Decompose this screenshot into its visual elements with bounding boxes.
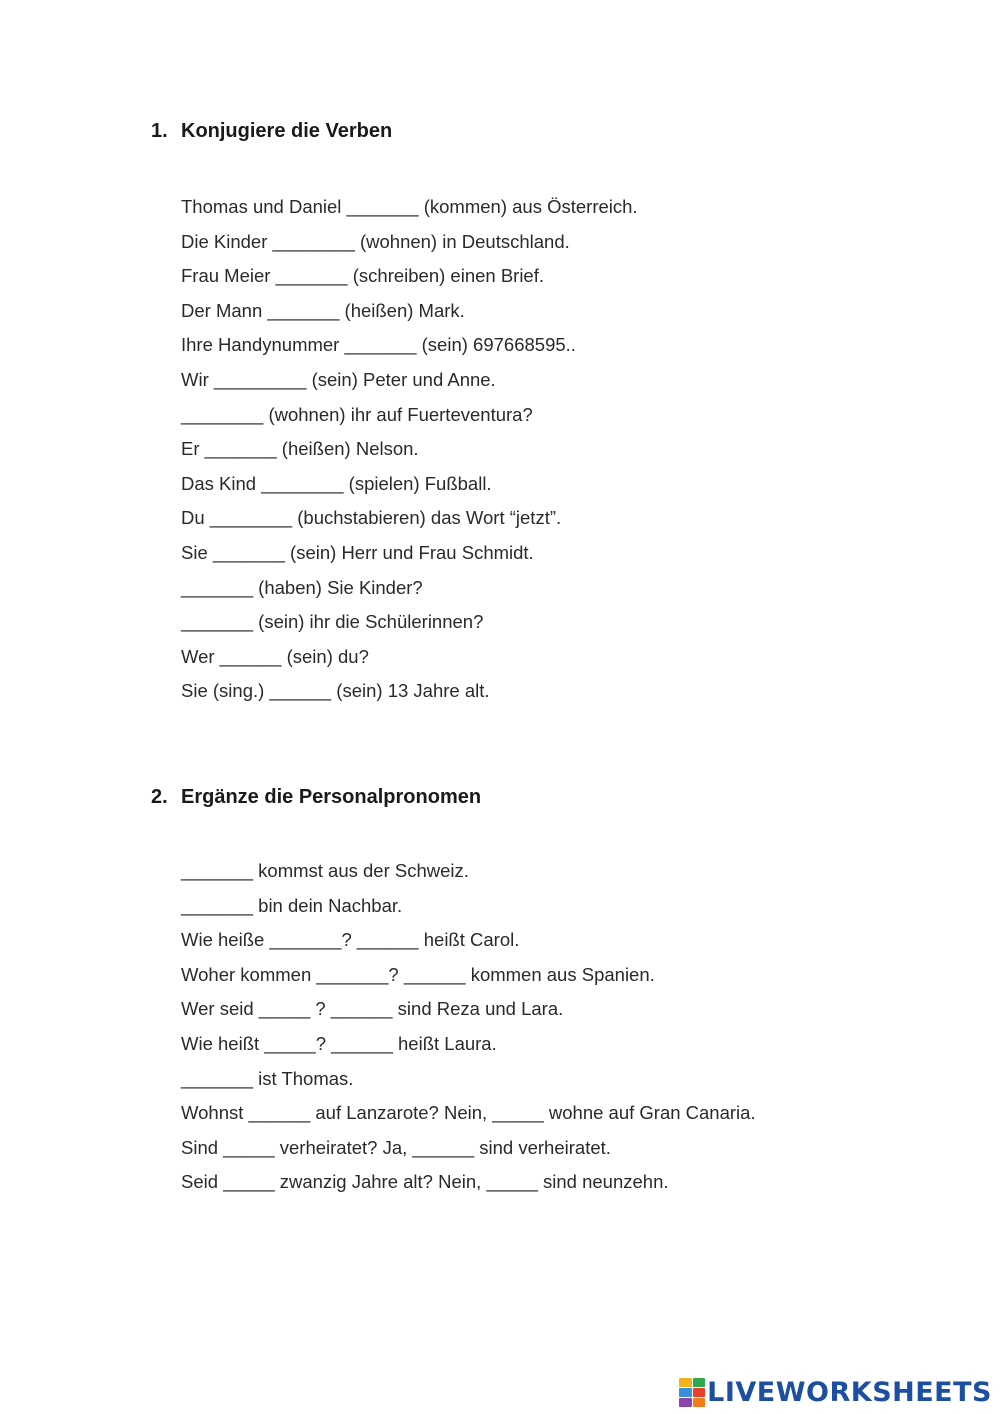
exercise-1-item: Thomas und Daniel _______ (kommen) aus Österreich. [181, 196, 638, 217]
exercise-1-item: Wir _________ (sein) Peter und Anne. [181, 368, 496, 390]
section-2-number: 2. [151, 786, 168, 808]
exercise-1-item: Sie _______ (sein) Herr und Frau Schmidt. [181, 541, 534, 563]
section-2-heading [151, 786, 481, 809]
exercise-1-item: Das Kind ________ (spielen) Fußball. [181, 472, 492, 494]
exercise-1-item: Die Kinder ________ (wohnen) in Deutschland. [181, 230, 570, 252]
watermark-text: LIVEWORKSHEETS [707, 1377, 992, 1408]
exercise-1-item: _______ (haben) Sie Kinder? [181, 576, 423, 598]
exercise-1-item: _______ (sein) ihr die Schülerinnen? [181, 611, 484, 633]
exercise-1-item: Frau Meier _______ (schreiben) einen Brief. [181, 265, 544, 287]
exercise-2-item: _______ kommst aus der Schweiz. [181, 860, 469, 881]
exercise-2-item: _______ ist Thomas. [181, 1067, 354, 1089]
section-1-title: Konjugiere die Verben [181, 120, 393, 142]
section-1-heading [151, 120, 392, 143]
exercise-1-item: Ihre Handynummer _______ (sein) 697668595.. [181, 334, 576, 356]
exercise-1-item: Er _______ (heißen) Nelson. [181, 438, 419, 460]
exercise-1-item: Der Mann _______ (heißen) Mark. [181, 299, 465, 321]
section-1-exercise-list [181, 190, 638, 709]
exercise-2-item: Wie heißt _____? ______ heißt Laura. [181, 1032, 497, 1054]
exercise-2-item: Seid _____ zwanzig Jahre alt? Nein, _____ sind neunzehn. [181, 1171, 669, 1193]
exercise-2-item: Sind _____ verheiratet? Ja, ______ sind verheiratet. [181, 1136, 611, 1158]
exercise-2-item: Wer seid _____ ? ______ sind Reza und Lara. [181, 998, 564, 1020]
liveworksheets-logo-icon [679, 1378, 705, 1408]
exercise-1-item: ________ (wohnen) ihr auf Fuerteventura? [181, 403, 533, 425]
section-2-exercise-list [181, 854, 756, 1200]
section-2-title: Ergänze die Personalpronomen [181, 786, 482, 808]
exercise-2-item: Wohnst ______ auf Lanzarote? Nein, _____ wohne auf Gran Canaria. [181, 1102, 756, 1124]
exercise-2-item: _______ bin dein Nachbar. [181, 894, 403, 916]
exercise-2-item: Woher kommen _______? ______ kommen aus Spanien. [181, 963, 655, 985]
exercise-2-item: Wie heiße _______? ______ heißt Carol. [181, 929, 520, 951]
exercise-1-item: Wer ______ (sein) du? [181, 645, 369, 667]
liveworksheets-watermark [679, 1377, 992, 1408]
exercise-1-item: Sie (sing.) ______ (sein) 13 Jahre alt. [181, 680, 490, 702]
exercise-1-item: Du ________ (buchstabieren) das Wort “jetzt”. [181, 507, 562, 529]
section-1-number: 1. [151, 120, 168, 142]
